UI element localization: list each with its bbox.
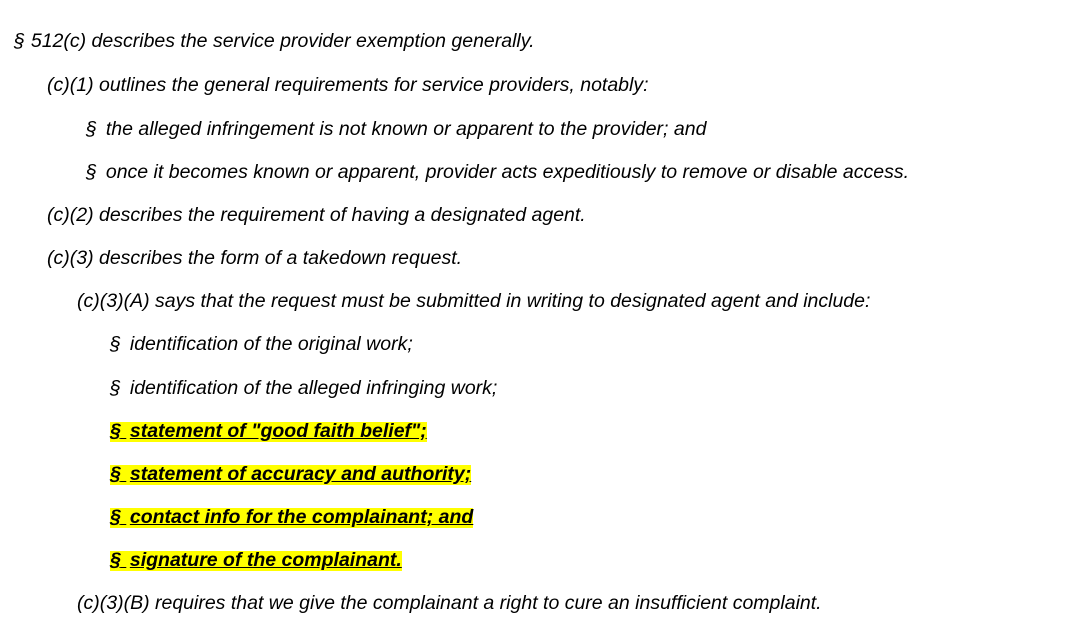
outline-item-c3a-bullet-6: [0, 551, 402, 571]
bullet-spacer: [121, 422, 130, 442]
outline-item-c3: [0, 249, 462, 269]
outline-item-c3a-bullet-1: [0, 335, 413, 355]
outline-text: (c)(1) outlines the general requirements for service providers, notably:: [47, 74, 649, 96]
outline-text: the alleged infringement is not known or apparent to the provider; and: [105, 118, 707, 140]
section-symbol-bullet: §: [86, 161, 97, 183]
outline-item-c2: [0, 206, 586, 226]
section-symbol-bullet: §: [110, 506, 121, 528]
outline-text: once it becomes known or apparent, provider acts expeditiously to remove or disable access.: [105, 161, 910, 183]
bullet-spacer: [97, 120, 106, 140]
outline-text: (c)(3)(A) says that the request must be submitted in writing to designated agent and include:: [77, 290, 871, 312]
bullet-spacer: [121, 465, 130, 485]
section-symbol-bullet: §: [110, 333, 121, 355]
outline-text: (c)(2) describes the requirement of having a designated agent.: [47, 204, 586, 226]
outline-text: identification of the alleged infringing work;: [129, 377, 498, 399]
outline-text: statement of accuracy and authority;: [129, 463, 472, 485]
outline-item-c3a: [0, 292, 870, 312]
section-symbol-bullet: §: [14, 30, 25, 52]
outline-text: 512(c) describes the service provider exemption generally.: [30, 30, 535, 52]
outline-text: statement of "good faith belief";: [129, 420, 427, 442]
section-symbol-bullet: §: [110, 377, 121, 399]
outline-item-c1-bullet-2: [0, 163, 909, 183]
outline-text: (c)(3) describes the form of a takedown request.: [47, 247, 463, 269]
section-symbol-bullet: §: [110, 420, 121, 442]
outline-item-512c: [0, 32, 535, 52]
outline-item-c1-bullet-1: [0, 120, 706, 140]
outline-text: identification of the original work;: [129, 333, 413, 355]
section-symbol-bullet: §: [110, 549, 121, 571]
outline-item-c3b: [0, 594, 822, 614]
outline-text: contact info for the complainant; and: [129, 506, 474, 528]
outline-text: (c)(3)(B) requires that we give the complainant a right to cure an insufficient complaint.: [77, 592, 822, 614]
outline-item-c3a-bullet-5: [0, 508, 473, 528]
bullet-spacer: [121, 508, 130, 528]
bullet-spacer: [121, 335, 130, 355]
outline-item-c3a-bullet-2: [0, 379, 497, 399]
bullet-spacer: [121, 551, 130, 571]
outline-item-c1: [0, 76, 649, 96]
outline-text: signature of the complainant.: [129, 549, 402, 571]
section-symbol-bullet: §: [110, 463, 121, 485]
bullet-spacer: [97, 163, 106, 183]
outline-item-c3a-bullet-4: [0, 465, 471, 485]
section-symbol-bullet: §: [86, 118, 97, 140]
outline-item-c3a-bullet-3: [0, 422, 427, 442]
bullet-spacer: [121, 379, 130, 399]
